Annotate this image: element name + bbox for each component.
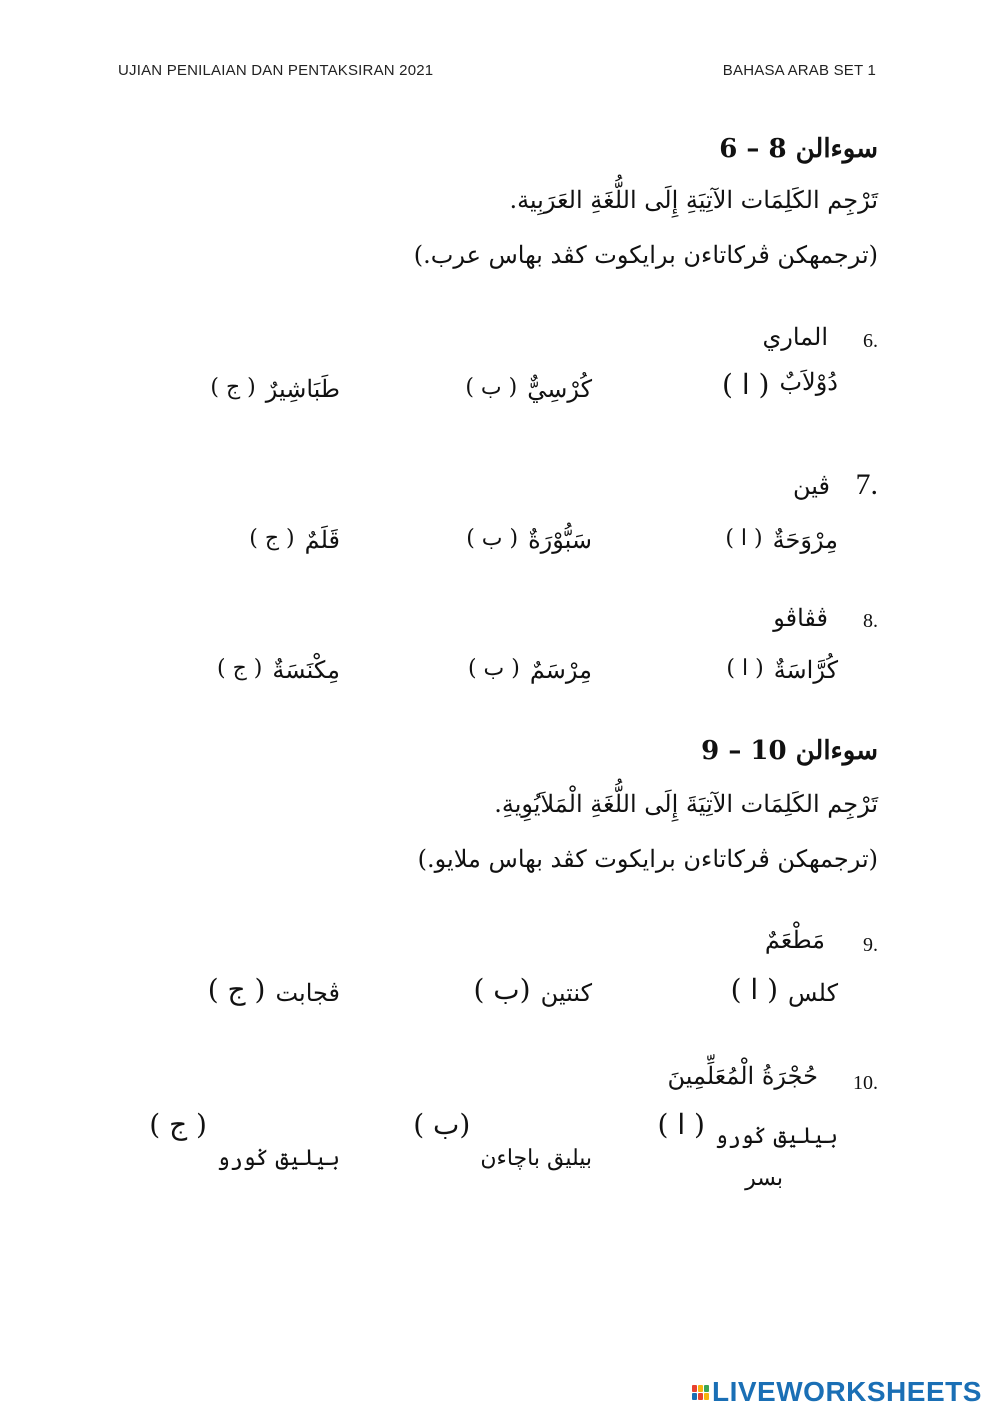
- section2-title: سوءالن 10 – 9: [701, 736, 878, 766]
- question-9-word: مَطْعَمٌ: [764, 926, 825, 954]
- option-a-marker: ( ا ): [730, 973, 779, 1006]
- option-c-text: قَلَمٌ: [304, 526, 340, 554]
- question-8-option-c[interactable]: [217, 656, 340, 684]
- question-6-option-c[interactable]: [210, 375, 340, 403]
- option-c-text: بيليق ݢورو: [216, 1146, 340, 1171]
- option-a-text: دُوْلاَبٌ: [779, 368, 838, 396]
- option-a-marker: ( ا ): [657, 1108, 705, 1141]
- question-10-option-c[interactable]: [149, 1108, 340, 1180]
- option-c-marker: ( ج ): [210, 375, 256, 400]
- question-8-number: 8.: [863, 610, 878, 632]
- logo-block-red-2: [698, 1393, 703, 1400]
- logo-block-yellow: [698, 1385, 703, 1392]
- logo-block-red: [692, 1385, 697, 1392]
- option-a-text: مِرْوَحَةٌ: [772, 526, 838, 554]
- option-b-marker: (ب ): [413, 1108, 471, 1141]
- section2-instruction-arabic: تَرْجِم الكَلِمَات الآتِيَةَ إِلَى اللُّغَةِ الْمَلاَيُوِيةِ.: [494, 790, 878, 818]
- section1-instruction-arabic: تَرْجِم الكَلِمَات الآتِيَةِ إِلَى اللُّغَةِ العَرَبِية.: [509, 186, 878, 214]
- liveworksheets-icon: [692, 1385, 709, 1400]
- option-c-text: طَبَاشِيرٌ: [265, 375, 340, 403]
- option-a-line2: بسر: [745, 1165, 783, 1191]
- option-b-marker: (ب ): [473, 973, 531, 1006]
- header-exam-title: UJIAN PENILAIAN DAN PENTAKSIRAN 2021: [118, 62, 434, 79]
- question-7-option-c[interactable]: [249, 526, 340, 554]
- option-b-text: كُرْسِيٌّ: [527, 375, 592, 403]
- question-10-option-a[interactable]: [658, 1108, 838, 1200]
- question-7-option-b[interactable]: [466, 526, 592, 554]
- option-c-marker: ( ج ): [149, 1108, 207, 1141]
- option-c-marker: ( ج ): [217, 656, 263, 681]
- option-a-line1: بيليق ݢورو: [714, 1124, 838, 1149]
- question-9-option-b[interactable]: [473, 973, 592, 1007]
- question-8-option-b[interactable]: [468, 656, 592, 684]
- logo-block-blue: [692, 1393, 697, 1400]
- option-a-marker: ( ا ): [725, 526, 763, 551]
- option-b-text: سَبُّوْرَةٌ: [528, 526, 592, 554]
- liveworksheets-wordmark: LIVEWORKSHEETS: [712, 1376, 982, 1407]
- option-b-marker: ( ب ): [466, 526, 519, 551]
- section1-title: سوءالن 8 – 6: [719, 134, 878, 164]
- question-10-number: 10.: [853, 1072, 878, 1094]
- option-b-text: مِرْسَمٌ: [529, 656, 592, 684]
- question-9-option-c[interactable]: [208, 973, 340, 1007]
- question-7-number: 7.: [855, 468, 878, 501]
- header-subject: BAHASA ARAB SET 1: [722, 62, 876, 79]
- question-6-option-b[interactable]: [465, 375, 592, 403]
- question-6-number: 6.: [863, 330, 878, 352]
- logo-block-yellow-2: [704, 1393, 709, 1400]
- question-10-option-b[interactable]: [413, 1108, 592, 1180]
- option-a-text: کلس: [788, 979, 838, 1007]
- option-a-marker: ( ا ): [722, 368, 770, 401]
- option-b-text: کنتين: [540, 979, 592, 1007]
- option-a-text: [715, 1108, 838, 1200]
- question-6-word: الماري: [762, 323, 828, 351]
- logo-block-green: [704, 1385, 709, 1392]
- question-8-word: ڤڤاڤو: [773, 604, 828, 632]
- question-10-word: حُجْرَةُ الْمُعَلِّمِينَ: [667, 1062, 818, 1090]
- section2-instruction-jawi: (ترجمهکن ڤرکاتاءن برايکوت کڤد بهاس ملايو.): [417, 845, 878, 873]
- option-b-marker: ( ب ): [467, 656, 520, 681]
- option-a-marker: ( ا ): [726, 656, 764, 681]
- option-c-marker: ( ج ): [249, 526, 295, 551]
- question-9-option-a[interactable]: [731, 973, 838, 1007]
- liveworksheets-logo: [692, 1376, 982, 1408]
- question-7-option-a[interactable]: [725, 526, 838, 554]
- option-b-marker: ( ب ): [465, 375, 518, 400]
- option-a-text: كُرَّاسَةٌ: [773, 656, 838, 684]
- question-8-option-a[interactable]: [726, 656, 838, 684]
- question-9-number: 9.: [863, 934, 878, 956]
- option-c-text: مِكْنَسَةٌ: [272, 656, 340, 684]
- option-c-marker: ( ج ): [207, 973, 266, 1006]
- question-7-word: ڤين: [793, 472, 830, 500]
- question-6-option-a[interactable]: [722, 368, 838, 401]
- section1-instruction-jawi: (ترجمهکن ڤرکاتاءن برايکوت کڤد بهاس عرب.): [413, 241, 878, 269]
- option-c-text: ڤجابت: [275, 979, 340, 1007]
- option-b-text: بيليق باچاءن: [480, 1146, 592, 1171]
